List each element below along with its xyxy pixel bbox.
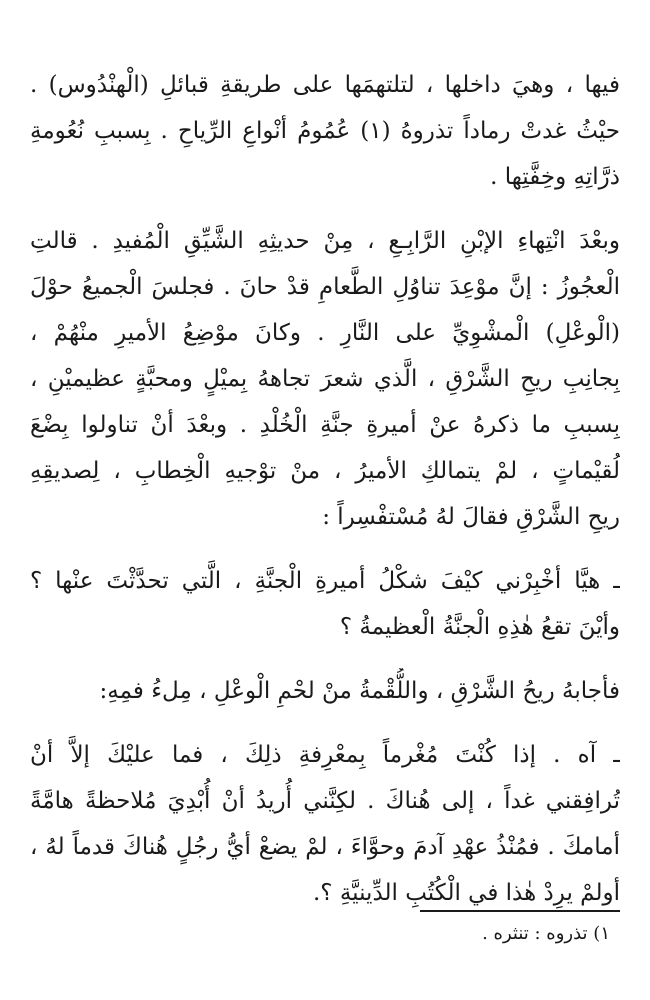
text-line: ـ آه . إذا كُنْتَ مُغْرماً بِمعْرِفةِ ذلِكَ ، فما عليْكَ إلاَّ أنْ xyxy=(30,742,620,768)
text-line: ذرَّاتِهِ وخِفَّتِها . xyxy=(490,164,620,190)
text-line: فأجابهُ ريحُ الشَّرْقِ ، واللُّقْمةُ منْ لحْمِ الْوعْلِ ، مِلءُ فمِهِ: xyxy=(99,678,620,704)
paragraph-gap xyxy=(30,650,620,668)
text-line: أولمْ يرِدْ هٰذا في الْكُتُبِ الدِّينيَّةِ ؟. xyxy=(313,880,620,906)
footnote: ١) تذروه : تنثره . xyxy=(482,923,610,944)
paragraph-gap xyxy=(30,714,620,732)
text-line: وأيْنَ تقعُ هٰذِهِ الْجنَّةُ الْعظيمةُ ؟ xyxy=(339,614,620,640)
book-page xyxy=(30,62,620,982)
text-line: الْعجُوزُ : إنَّ موْعِدَ تناوُلِ الطَّعامِ قدْ حانَ . فجلسَ الْجميعُ حوْلَ xyxy=(30,274,620,300)
text-line: ريحِ الشَّرْقِ فقالَ لهُ مُسْتفْسِراً : xyxy=(322,504,620,530)
text-line: بِسببِ ما ذكرهُ عنْ أميرةِ جنَّةِ الْخُلْدِ . وبعْدَ أنْ تناولوا بِضْعَ xyxy=(30,412,620,438)
paragraph-gap xyxy=(30,540,620,558)
text-line: بِجانِبِ ريحِ الشَّرْقِ ، الَّذي شعرَ تجاههُ بِميْلٍ ومحبَّةٍ عظيميْنِ ، xyxy=(30,366,620,392)
text-line: أمامكَ . فمُنْذُ عهْدِ آدمَ وحوَّاءَ ، لمْ يضعْ أيُّ رجُلٍ هُناكَ قدماً لهُ ، xyxy=(30,834,620,860)
paragraph-4 xyxy=(30,668,620,714)
text-line: لُقيْماتٍ ، لمْ يتمالكِ الأميرُ ، منْ توْجيهِ الْخِطابِ ، لِصديقِهِ xyxy=(30,458,620,484)
paragraph-1 xyxy=(30,62,620,200)
paragraph-2 xyxy=(30,218,620,540)
paragraph-3 xyxy=(30,558,620,650)
footnote-divider xyxy=(420,910,620,912)
text-line: وبعْدَ انْتِهاءِ الإبْنِ الرَّابِـعِ ، مِنْ حديثِهِ الشَّيِّقِ الْمُفيدِ . قالتِ xyxy=(30,228,620,254)
paragraph-gap xyxy=(30,200,620,218)
text-line: ـ هيَّا أخْبِرْني كيْفَ شكْلُ أميرةِ الْجنَّةِ ، الَّتي تحدَّثْتَ عنْها ؟ xyxy=(30,568,620,594)
paragraph-5 xyxy=(30,732,620,916)
text-line: تُرافِقني غداً ، إلى هُناكَ . لكِنَّني أُريدُ أنْ أُبْدِيَ مُلاحظةً هامَّةً xyxy=(30,788,620,814)
text-line: حيْثُ غدتْ رماداً تذروهُ (١) عُمُومُ أنْواعِ الرِّياحِ . بِسببِ نُعُومةِ xyxy=(30,118,620,144)
text-line: (الْوعْلِ) الْمشْوِيِّ على النَّارِ . وكانَ موْضِعُ الأميرِ منْهُمْ ، xyxy=(30,320,620,346)
text-line: فيها ، وهيَ داخلها ، لتلتهمَها على طريقةِ قبائلِ (الْهنْدُوس) . xyxy=(30,72,620,98)
